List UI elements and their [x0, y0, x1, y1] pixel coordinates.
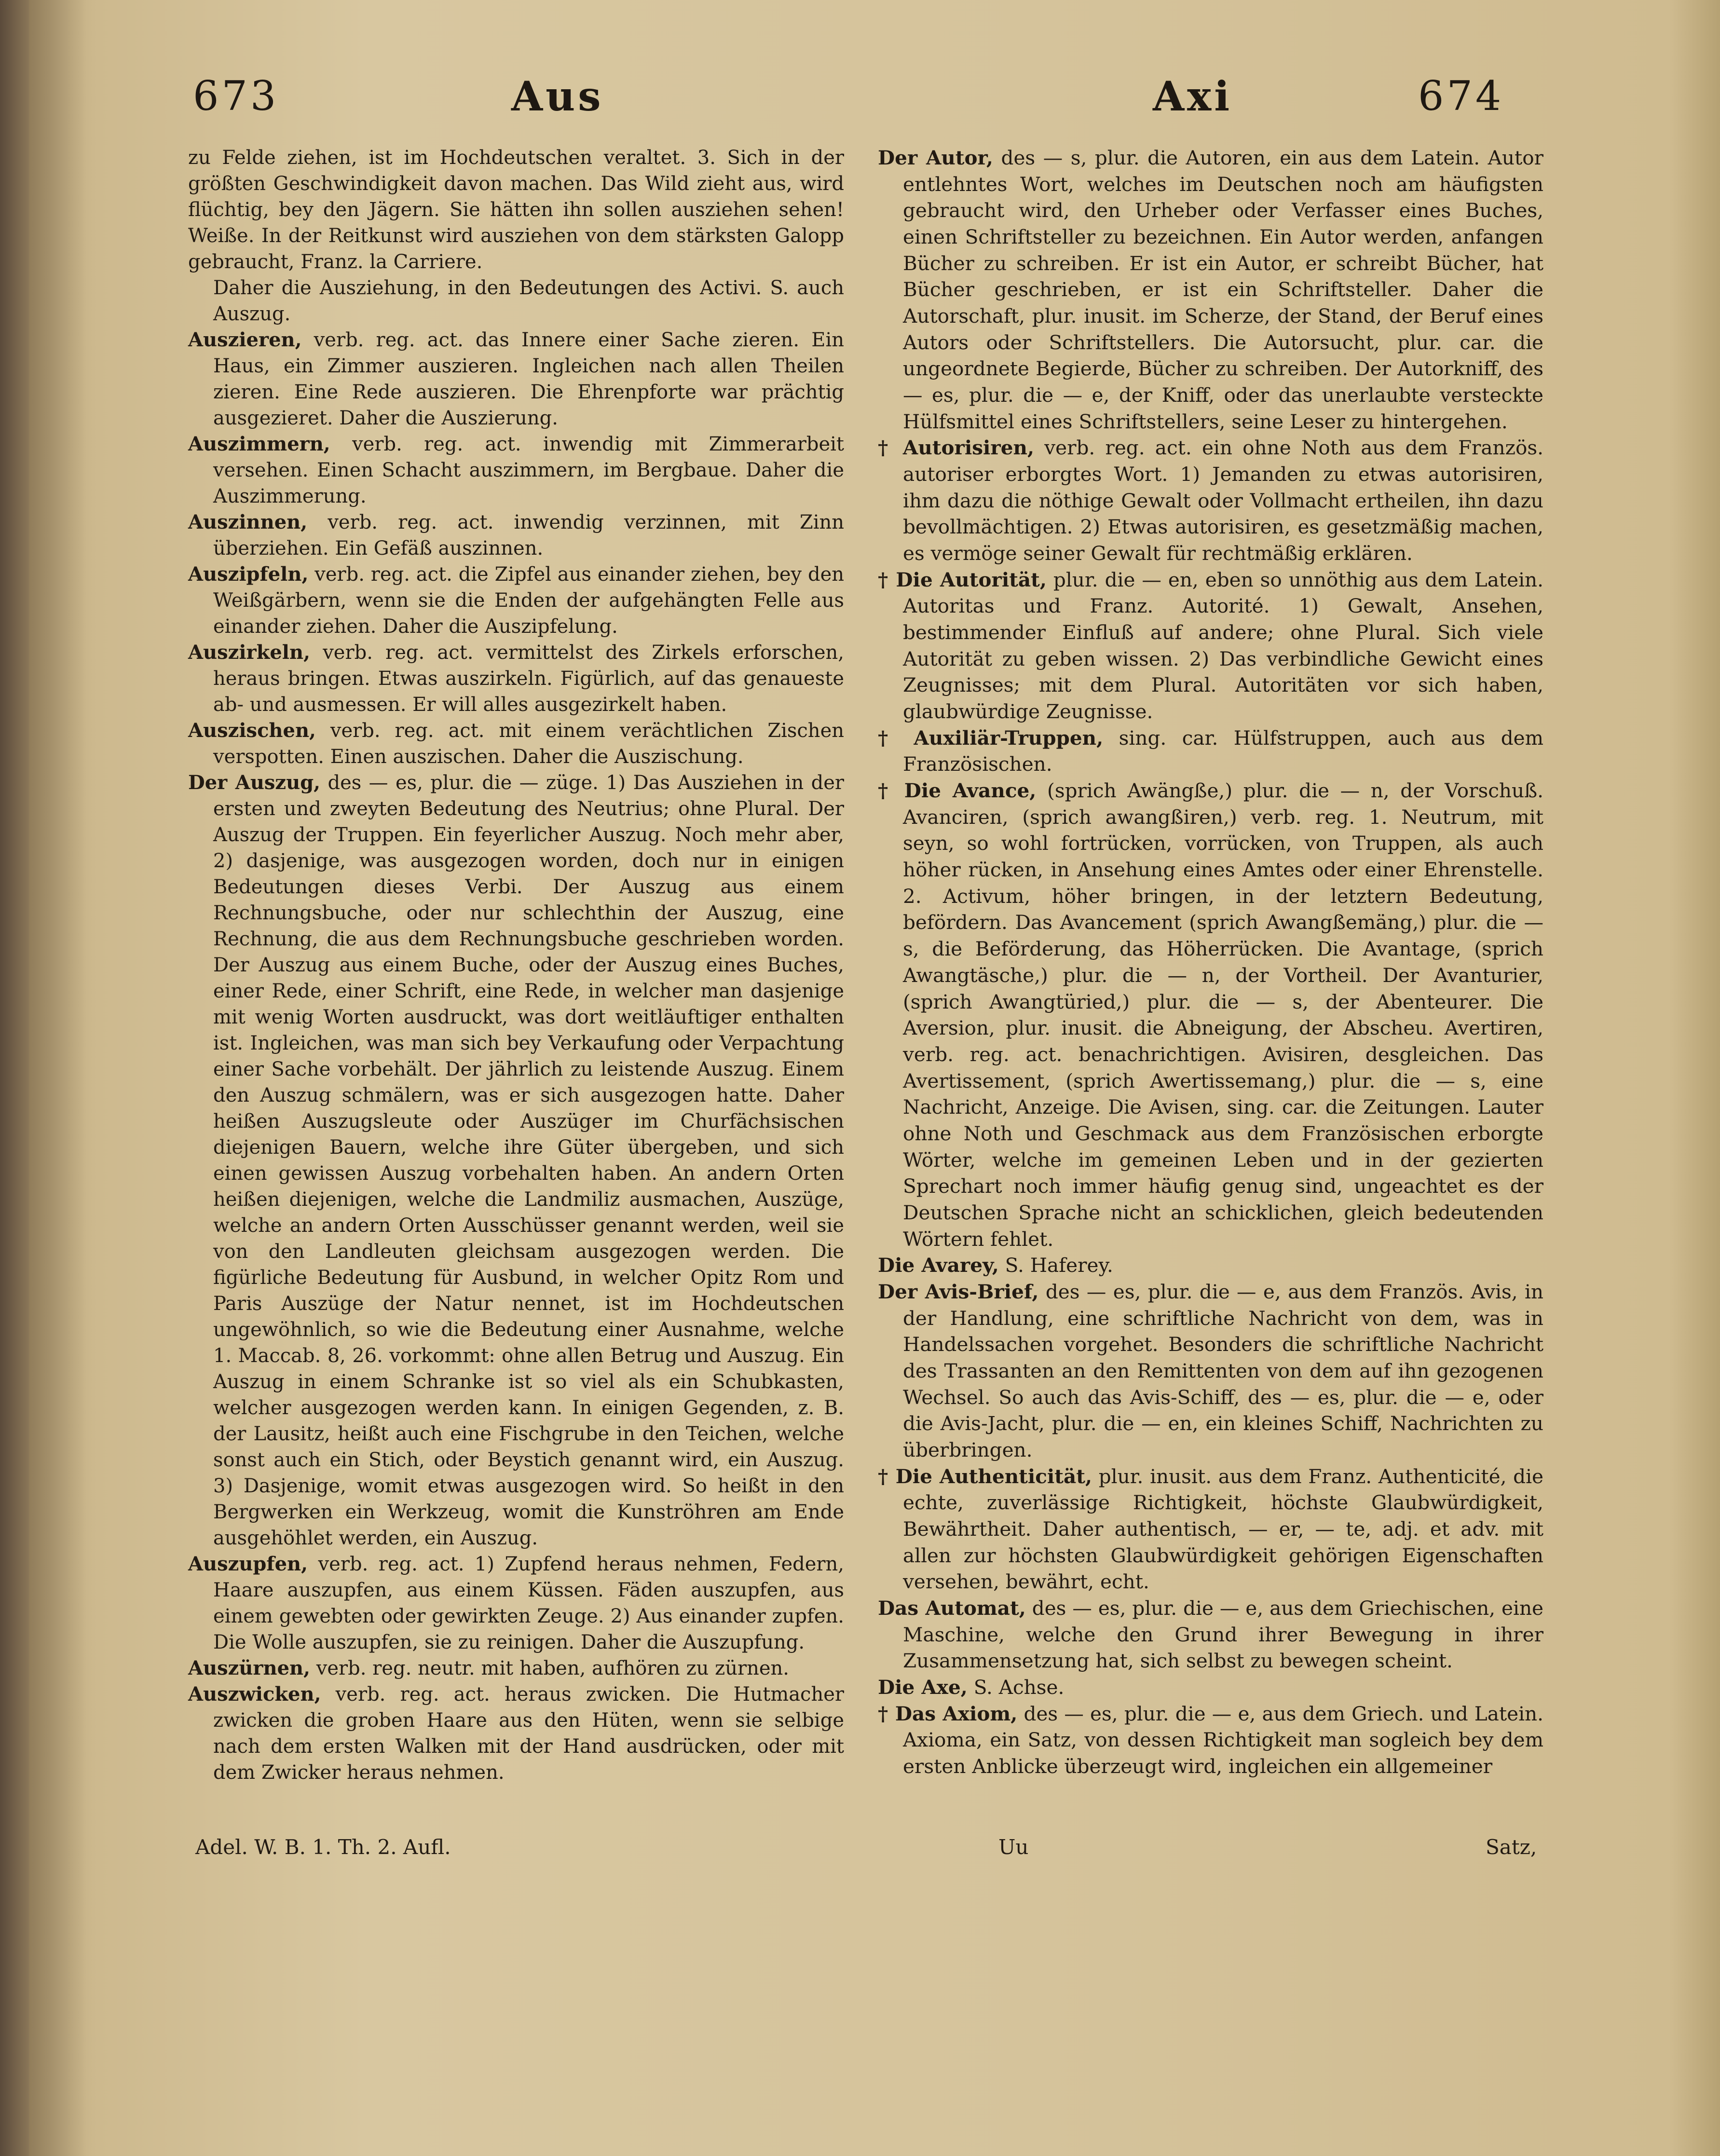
dictionary-entry	[878, 1595, 1543, 1674]
entry-definition: verb. reg. neutr. mit haben, aufhören zu zürnen.	[316, 1657, 789, 1679]
catchword: Satz,	[1486, 1835, 1537, 1859]
entry-headword: Auszwicken,	[188, 1683, 321, 1706]
entry-definition: verb. reg. act. 1) Zupfend heraus nehmen, Federn, Haare auszupfen, aus einem Küssen. Fäden auszupfen, aus einem gewebten oder gewirkten Zeuge. 2) Aus einander zupfen. Die Wolle auszupfen, sie zu reinigen. Daher die Auszupfung.	[213, 1553, 844, 1653]
entry-headword: † Auxiliär-Truppen,	[878, 726, 1104, 750]
entry-headword: Der Avis-Brief,	[878, 1280, 1039, 1303]
entry-definition: verb. reg. act. die Zipfel aus einander ziehen, bey den Weißgärbern, wenn sie die Enden der aufgehängten Felle aus einander ziehen. Daher die Auszipfelung.	[213, 563, 845, 638]
entry-definition: des — s, plur. die Autoren, ein aus dem Latein. Autor entlehntes Wort, welches im Deutschen noch am häufigsten gebraucht wird, den Urheber oder Verfasser eines Buches, einen Schriftsteller zu bezeichnen. Ein Autor werden, anfangen Bücher zu schreiben. Er ist ein Autor, er schreibt Bücher, hat Bücher geschrieben, er ist ein Schriftsteller. Daher die Autorschaft, plur. inusit. im Scherze, der Stand, der Beruf eines Autors oder Schriftstellers. Die Autorsucht, plur. car. die ungeordnete Begierde, Bücher zu schreiben. Der Autorkniff, des — es, plur. die — e, der Kniff, oder das unerlaubte versteckte Hülfsmittel eines Schriftstellers, seine Leser zu hintergehen.	[903, 146, 1544, 433]
entry-definition: des — es, plur. die — e, aus dem Französ. Avis, in der Handlung, eine schriftliche Nachricht von dem, was in Handelssachen vorgehet. Besonders die schriftliche Nachricht des Trassanten an den Remittenten von dem auf ihn gezogenen Wechsel. So auch das Avis-Schiff, des — es, plur. die — e, oder die Avis-Jacht, plur. die — en, ein kleines Schiff, Nachrichten zu überbringen.	[903, 1280, 1543, 1461]
dictionary-entry	[878, 567, 1543, 725]
entry-headword: Auszipfeln,	[188, 563, 309, 586]
dictionary-entry	[188, 640, 844, 718]
entry-headword: † Die Avance,	[878, 779, 1037, 803]
entry-definition: S. Achse.	[973, 1675, 1065, 1699]
entry-definition: verb. reg. act. das Innere einer Sache zieren. Ein Haus, ein Zimmer auszieren. Ingleichen nach allen Theilen zieren. Eine Rede auszieren. Die Ehrenpforte war prächtig ausgezieret. Daher die Auszierung.	[213, 329, 844, 429]
dictionary-entry	[878, 1279, 1543, 1463]
entry-headword: † Die Authenticität,	[878, 1464, 1092, 1488]
entry-headword: † Die Autorität,	[878, 568, 1047, 591]
entry-definition: des — es, plur. die — züge. 1) Das Ausziehen in der ersten und zweyten Bedeutung des Neutrius; ohne Plural. Der Auszug der Truppen. Ein feyerlicher Auszug. Noch mehr aber, 2) dasjenige, was ausgezogen worden, doch nur in einigen Bedeutungen dieses Verbi. Der Auszug aus einem Rechnungsbuche, oder nur schlechthin der Auszug, eine Rechnung, die aus dem Rechnungsbuche geschrieben worden. Der Auszug aus einem Buche, oder der Auszug eines Buches, einer Rede, einer Schrift, eine Rede, in welcher man dasjenige mit wenig Worten ausdruckt, was dort weitläuftiger enthalten ist. Ingleichen, was man sich bey Verkaufung oder Verpachtung einer Sache vorbehält. Der jährlich zu leistende Auszug. Einem den Auszug schmälern, was er sich ausgezogen hatte. Daher heißen Auszugsleute oder Auszüger im Churfächsischen diejenigen Bauern, welche ihre Güter übergeben, und sich einen gewissen Auszug vorbehalten haben. An andern Orten heißen diejenigen, welche die Landmiliz ausmachen, Auszüge, welche an andern Orten Ausschüsser genannt werden, weil sie von den Landleuten gleichsam ausgezogen werden. Die figürliche Bedeutung für Ausbund, in welcher Opitz Rom und Paris Auszüge der Natur nennet, ist im Hochdeutschen ungewöhnlich, so wie die Bedeutung einer Ausnahme, welche 1. Maccab. 8, 26. vorkommt: ohne allen Betrug und Auszug. Ein Auszug in einem Schranke ist so viel als ein Schubkasten, welcher ausgezogen werden kann. In einigen Gegenden, z. B. der Lausitz, heißt auch eine Fischgrube in den Teichen, welche sonst auch ein Stich, oder Beystich genannt wird, ein Auszug. 3) Dasjenige, womit etwas ausgezogen wird. So heißt in den Bergwerken ein Werkzeug, womit die Kunströhren am Ende ausgehöhlet werden, ein Auszug.	[213, 772, 844, 1549]
entry-definition: verb. reg. act. inwendig verzinnen, mit Zinn überziehen. Ein Gefäß auszinnen.	[213, 511, 845, 559]
entry-definition: S. Haferey.	[1005, 1254, 1113, 1277]
dictionary-entry	[878, 435, 1543, 566]
entry-headword: Auszischen,	[188, 719, 316, 742]
dictionary-entry	[188, 509, 844, 561]
right-page-number: 674	[1418, 72, 1504, 120]
left-text-column	[188, 145, 844, 1786]
entry-headword: Auszinnen,	[188, 511, 308, 533]
entry-headword: Die Avarey,	[878, 1254, 999, 1277]
entry-headword: Auszürnen,	[188, 1657, 311, 1679]
dictionary-entry	[188, 1551, 844, 1655]
entry-definition: (sprich Awängße,) plur. die — n, der Vorschuß. Avanciren, (sprich awangßiren,) verb. reg. 1. Neutrum, mit seyn, so wohl fortrücken, vorrücken, von Truppen, als auch höher rücken, in Ansehung eines Amtes oder einer Ehrenstelle. 2. Activum, höher bringen, in der letztern Bedeutung, befördern. Das Avancement (sprich Awangßemäng,) plur. die — s, die Beförderung, das Höherrücken. Die Avantage, (sprich Awangtäsche,) plur. die — n, der Vortheil. Der Avanturier, (sprich Awangtüried,) plur. die — s, der Abenteurer. Die Aversion, plur. inusit. die Abneigung, der Abscheu. Avertiren, verb. reg. act. benachrichtigen. Avisiren, desgleichen. Das Avertissement, (sprich Awertissemang,) plur. die — s, eine Nachricht, Anzeige. Die Avisen, sing. car. die Zeitungen. Lauter ohne Noth und Geschmack aus dem Französischen erborgte Wörter, welche im gemeinen Leben und in der gezierten Sprechart noch immer häufig genug sind, ungeachtet es der Deutschen Sprache nicht an schicklichen, gleich bedeutenden Wörtern fehlet.	[903, 779, 1543, 1251]
dictionary-entry	[188, 327, 844, 431]
entry-definition: verb. reg. act. vermittelst des Zirkels erforschen, heraus bringen. Etwas auszirkeln. Figürlich, auf das genaueste ab- und ausmessen. Er will alles ausgezirkelt haben.	[213, 641, 844, 716]
dictionary-page	[29, 0, 1720, 2156]
entry-headword: Das Automat,	[878, 1596, 1026, 1620]
dictionary-entry	[878, 778, 1543, 1252]
entry-continuation: zu Felde ziehen, ist im Hochdeutschen veraltet. 3. Sich in der größten Geschwindigkeit davon machen. Das Wild zieht aus, wird flüchtig, bey den Jägern. Sie hätten ihn sollen ausziehen sehen! Weiße. In der Reitkunst wird ausziehen von dem stärksten Galopp gebraucht, Franz. la Carriere.	[188, 147, 844, 273]
entry-definition: des — es, plur. die — e, aus dem Griech. und Latein. Axioma, ein Satz, von dessen Richtigkeit man sogleich bey dem ersten Anblicke überzeugt wird, ingleichen ein allgemeiner	[903, 1702, 1543, 1778]
entry-headword: Auszupfen,	[188, 1553, 308, 1575]
dictionary-entry	[188, 1655, 844, 1681]
printer-signature-note: Adel. W. B. 1. Th. 2. Aufl.	[195, 1835, 451, 1859]
entry-headword: Auszimmern,	[188, 433, 330, 455]
entry-definition: verb. reg. act. inwendig mit Zimmerarbeit versehen. Einen Schacht auszimmern, im Bergbaue. Daher die Auszimmerung.	[213, 433, 844, 507]
dictionary-entry	[188, 718, 844, 770]
dictionary-entry	[878, 1674, 1543, 1701]
dictionary-entry	[188, 1681, 844, 1786]
entry-definition: plur. inusit. aus dem Franz. Authenticité, die echte, zuverlässige Richtigkeit, höchste Glaubwürdigkeit, Bewährtheit. Daher authentisch, — er, — te, adj. et adv. mit allen zur höchsten Glaubwürdigkeit gehörigen Eigenschaften versehen, bewährt, echt.	[903, 1464, 1543, 1594]
entry-headword: Auszirkeln,	[188, 641, 310, 664]
entry-definition: sing. car. Hülfstruppen, auch aus dem Französischen.	[903, 726, 1543, 776]
right-running-headword: Axi	[1153, 72, 1233, 120]
right-text-column	[878, 145, 1543, 1780]
book-spine-edge	[0, 0, 29, 2156]
dictionary-entry	[878, 1252, 1543, 1279]
entry-headword: Die Axe,	[878, 1675, 968, 1699]
left-running-headword: Aus	[511, 72, 604, 120]
gathering-signature: Uu	[998, 1835, 1029, 1859]
left-page-number: 673	[193, 72, 279, 120]
dictionary-entry	[188, 770, 844, 1551]
dictionary-entry	[878, 1463, 1543, 1595]
entry-definition: verb. reg. act. mit einem verächtlichen Zischen verspotten. Einen auszischen. Daher die Auszischung.	[213, 720, 844, 768]
dictionary-entry	[188, 431, 844, 509]
dictionary-entry	[878, 725, 1543, 778]
entry-headword: † Autorisiren,	[878, 436, 1035, 460]
entry-headword: Der Auszug,	[188, 771, 321, 794]
dictionary-entry	[188, 561, 844, 640]
entry-definition: verb. reg. act. heraus zwicken. Die Hutmacher zwicken die groben Haare aus den Hüten, wenn sie selbige nach dem ersten Walken mit der Hand ausdrücken, oder mit dem Zwicker heraus nehmen.	[213, 1683, 844, 1784]
entry-definition: verb. reg. act. ein ohne Noth aus dem Französ. autoriser erborgtes Wort. 1) Jemanden zu etwas autorisiren, ihm dazu die nöthige Gewalt oder Vollmacht ertheilen, ihn dazu bevollmächtigen. 2) Etwas autorisiren, es gesetzmäßig machen, es vermöge seiner Gewalt für rechtmäßig erklären.	[903, 436, 1544, 565]
entry-headword: † Das Axiom,	[878, 1702, 1018, 1725]
entry-definition: plur. die — en, eben so unnöthig aus dem Latein. Autoritas und Franz. Autorité. 1) Gewalt, Ansehen, bestimmender Einfluß auf andere; ohne Plural. Sich viele Autorität zu geben wissen. 2) Das verbindliche Gewicht eines Zeugnisses; mit dem Plural. Autoritäten vor sich haben, glaubwürdige Zeugnisse.	[903, 568, 1543, 723]
entry-headword: Der Autor,	[878, 146, 994, 169]
entry-headword: Auszieren,	[188, 328, 302, 351]
dictionary-entry	[878, 1701, 1543, 1780]
dictionary-entry	[878, 145, 1543, 435]
entry-paragraph: Daher die Ausziehung, in den Bedeutungen des Activi. S. auch Auszug.	[213, 277, 844, 325]
entry-definition: des — es, plur. die — e, aus dem Griechischen, eine Maschine, welche den Grund ihrer Bewegung in ihrer Zusammensetzung hat, sich selbst zu bewegen scheint.	[903, 1596, 1544, 1673]
